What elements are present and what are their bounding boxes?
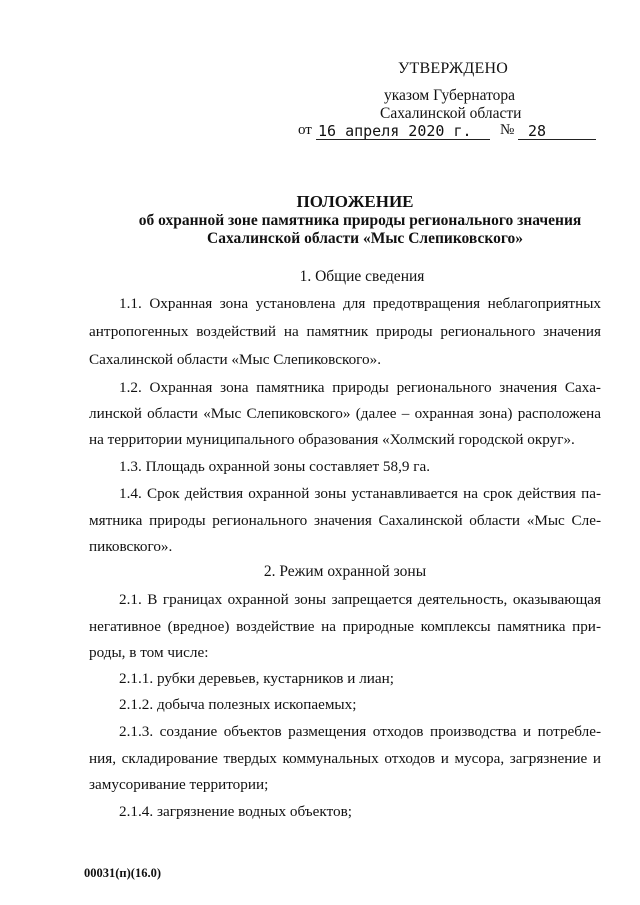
document-subtitle-line-2: Сахалинской области «Мыс Слепиковского» bbox=[207, 230, 523, 247]
document-title: ПОЛОЖЕНИЕ bbox=[296, 192, 414, 211]
section-2-heading: 2. Режим охранной зоны bbox=[263, 563, 427, 580]
approval-heading: УТВЕРЖДЕНО bbox=[398, 60, 509, 77]
document-subtitle-line-1: об охранной зоне памятника природы регионального значения bbox=[138, 212, 582, 229]
approval-line-1: указом Губернатора bbox=[384, 87, 516, 104]
paragraph-1-4-line: пиковского». bbox=[89, 538, 173, 555]
approval-line-2: Сахалинской области bbox=[380, 105, 522, 122]
number-underline bbox=[518, 139, 596, 140]
paragraph-1-3-line: 1.3. Площадь охранной зоны составляет 58,9 га. bbox=[119, 458, 431, 475]
paragraph-1-1-line: 1.1. Охранная зона установлена для предотвращения неблагоприятных bbox=[119, 295, 601, 312]
paragraph-2-1-line: 2.1. В границах охранной зоны запрещается деятельность, оказывающая bbox=[119, 591, 601, 608]
document-code: 00031(п)(16.0) bbox=[84, 866, 161, 880]
paragraph-2-1-line: негативное (вредное) воздействие на природные комплексы памятника при- bbox=[89, 618, 601, 635]
date-prefix: от bbox=[298, 122, 312, 138]
date-value: 16 апреля 2020 г. bbox=[318, 122, 472, 140]
paragraph-1-1-line: Сахалинской области «Мыс Слепиковского». bbox=[89, 351, 382, 368]
paragraph-2-1-3-line: замусоривание территории; bbox=[89, 776, 269, 793]
paragraph-1-2-line: на территории муниципального образования «Холмский городской округ». bbox=[89, 431, 575, 448]
paragraph-1-4-line: 1.4. Срок действия охранной зоны устанавливается на срок действия па- bbox=[119, 485, 601, 502]
number-value: 28 bbox=[528, 122, 547, 140]
paragraph-1-4-line: мятника природы регионального значения Сахалинской области «Мыс Сле- bbox=[89, 512, 601, 529]
paragraph-2-1-2-line: 2.1.2. добыча полезных ископаемых; bbox=[119, 696, 357, 713]
paragraph-1-2-line: 1.2. Охранная зона памятника природы регионального значения Саха- bbox=[119, 379, 601, 396]
paragraph-2-1-3-line: ния, складирование твердых коммунальных отходов и мусора, загрязнение и bbox=[89, 750, 601, 767]
paragraph-1-2-line: линской области «Мыс Слепиковского» (далее – охранная зона) расположена bbox=[89, 405, 601, 422]
paragraph-2-1-1-line: 2.1.1. рубки деревьев, кустарников и лиан; bbox=[119, 670, 394, 687]
paragraph-2-1-3-line: 2.1.3. создание объектов размещения отходов производства и потребле- bbox=[119, 723, 601, 740]
section-1-heading: 1. Общие сведения bbox=[299, 268, 425, 285]
paragraph-2-1-line: роды, в том числе: bbox=[89, 644, 209, 661]
paragraph-1-1-line: антропогенных воздействий на памятник природы регионального значения bbox=[89, 323, 601, 340]
date-underline bbox=[316, 139, 490, 140]
paragraph-2-1-4-line: 2.1.4. загрязнение водных объектов; bbox=[119, 803, 352, 820]
number-sign: № bbox=[500, 122, 515, 138]
